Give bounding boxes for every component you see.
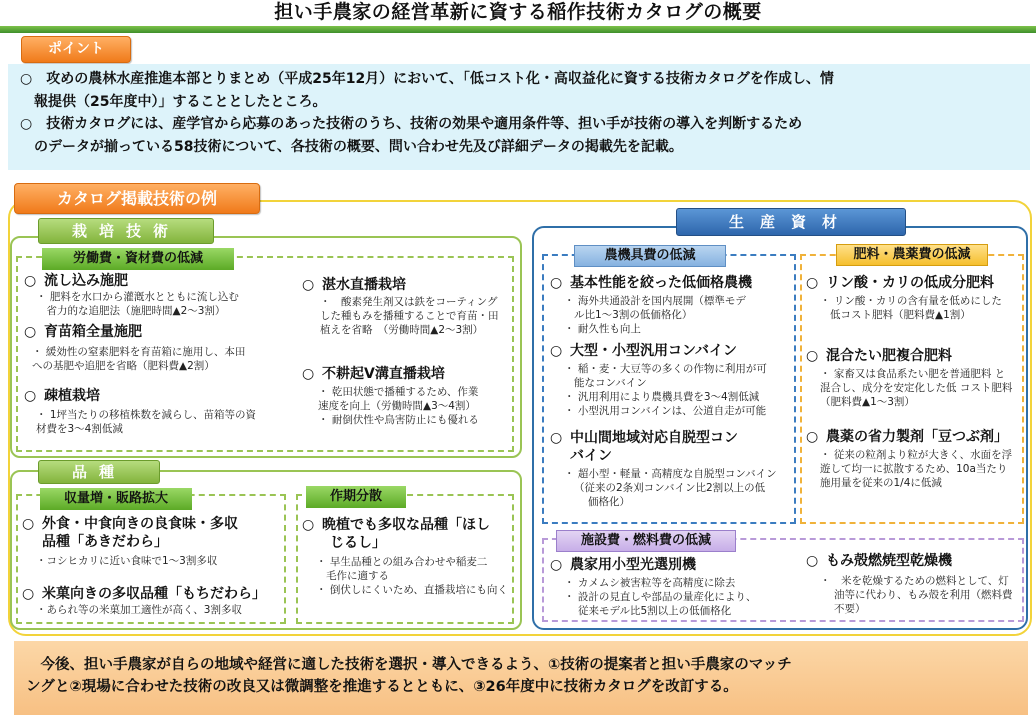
tech-title: ○ 中山間地域対応自脱型コン <box>550 430 738 446</box>
intro-line: 報提供（25年度中）」することとしたところ。 <box>20 93 327 110</box>
bullet-mark: ○ <box>24 388 37 404</box>
tech-item <box>550 342 794 418</box>
point-label: ポイント <box>21 36 131 63</box>
tech-desc: ・ カメムシ被害粒等を高精度に除去 ・ 設計の見直しや部品の量産化により、 従来モデル比5割以上の低価格化 <box>564 577 757 617</box>
tech-title-cont: バイン <box>570 448 612 464</box>
tech-title: ○ 農家用小型光選別機 <box>550 557 696 573</box>
tech-desc: ・ 海外共通設計を国内展開（標準モデ ル比1～3割の低価格化） ・ 耐久性も向上 <box>564 295 746 335</box>
tech-item <box>550 274 794 336</box>
tech-item <box>806 552 1022 616</box>
tech-item <box>24 272 274 318</box>
tech-desc: ・ 超小型・軽量・高精度な自脱型コンバイン （従来の2条刈コンバイン比2割以上の低 価格化） <box>564 468 777 508</box>
tech-title: ○ リン酸・カリの低成分肥料 <box>806 275 994 291</box>
bullet-mark: ○ <box>24 324 37 340</box>
season-label: 作期分散 <box>306 486 406 508</box>
tech-desc: ・コシヒカリに近い食味で1～3割多収 <box>36 555 218 567</box>
bullet-mark: ○ <box>22 516 35 532</box>
tech-item <box>806 428 1022 490</box>
tech-desc: ・ 米を乾燥するための燃料として、灯 油等に代わり、もみ殻を利用（燃料費 不要） <box>820 575 1013 615</box>
bullet-mark: ○ <box>550 343 563 359</box>
tech-title-cont: じるし」 <box>330 535 386 551</box>
bullet-mark: ○ <box>806 348 819 364</box>
tech-title: ○ 不耕起V溝直播栽培 <box>302 366 445 382</box>
intro-box <box>8 64 1030 170</box>
tech-item <box>806 347 1022 409</box>
bullet-mark: ○ <box>302 277 315 293</box>
tech-desc: ・ 乾田状態で播種するため、作業 速度を向上（労働時間▲3～4割） ・ 耐倒伏性や鳥害防止にも優れる <box>318 386 479 426</box>
machine-cost-label: 農機具費の低減 <box>574 245 726 267</box>
tech-desc: ・あられ等の米菓加工適性が高く、3割多収 <box>36 604 242 616</box>
tech-desc: ・ 肥料を水口から灌漑水とともに流し込む 省力的な追肥法（施肥時間▲2～3割） <box>36 291 239 317</box>
catalog-label: カタログ掲載技術の例 <box>14 183 260 214</box>
bullet-mark: ○ <box>302 366 315 382</box>
tech-desc: ・ 従来の粒剤より粒が大きく、水面を浮 遊して均一に拡散するため、10a当たり 施用量を従来の1/4に低減 <box>820 449 1013 489</box>
bullet-mark: ○ <box>806 429 819 445</box>
intro-line: ○ 攻めの農林水産推進本部とりまとめ（平成25年12月）において、「低コスト化・高収益化に資する技術カタログを作成し、情 <box>20 71 834 87</box>
tech-desc: ・ 家畜又は食品系たい肥を普通肥料 と 混合し、成分を安定化した低 コスト肥料 （肥料費▲1～3割） <box>820 368 1013 408</box>
bullet-mark: ○ <box>550 430 563 446</box>
tech-item <box>302 365 512 427</box>
tech-title: ○ 大型・小型汎用コンバイン <box>550 343 738 359</box>
tech-desc: ・ 早生品種との組み合わせや稲麦二 毛作に適する ・ 倒伏しにくいため、直播栽培にも向く <box>316 556 508 596</box>
title-underline-bar <box>0 26 1036 33</box>
tech-item <box>24 387 284 436</box>
tech-desc: ・ 稲・麦・大豆等の多くの作物に利用が可 能なコンバイン ・ 汎用利用により農機具費を3～4割低減 ・ 小型汎用コンバインは、公道自走が可能 <box>564 363 767 417</box>
intro-line: ○ 技術カタログには、産学官から応募のあった技術のうち、技術の効果や適用条件等、担い手が技術の導入を判断するため <box>20 116 803 132</box>
production-label: 生産資材 <box>676 208 906 236</box>
tech-title: ○ 混合たい肥複合肥料 <box>806 348 952 364</box>
bullet-mark: ○ <box>550 557 563 573</box>
tech-desc: ・ 緩効性の窒素肥料を育苗箱に施用し、本田 への基肥や追肥を省略（肥料費▲2割） <box>32 346 246 372</box>
bullet-mark: ○ <box>24 273 37 289</box>
tech-title: ○ 流し込み施肥 <box>24 273 128 289</box>
tech-title: ○ 疎植栽培 <box>24 388 100 404</box>
bullet-mark: ○ <box>22 586 35 602</box>
tech-title: ○ 湛水直播栽培 <box>302 277 406 293</box>
page-title: 担い手農家の経営革新に資する稲作技術カタログの概要 <box>274 1 762 23</box>
variety-label: 品種 <box>38 460 160 484</box>
tech-desc: ・ 1坪当たりの移植株数を減らし、苗箱等の資 材費を3～4割低減 <box>36 409 257 435</box>
tech-item <box>550 556 794 618</box>
tech-item <box>550 429 794 509</box>
facility-cost-label: 施設費・燃料費の低減 <box>556 530 736 552</box>
tech-desc: ・ リン酸・カリの含有量を低めにした 低コスト肥料（肥料費▲1割） <box>820 295 1002 321</box>
fertilizer-cost-label: 肥料・農薬費の低減 <box>836 244 988 266</box>
conclusion-line: 今後、担い手農家が自らの地域や経営に適した技術を選択・導入できるよう、①技術の提案者と担い手農家のマッチ <box>26 657 792 673</box>
tech-title: ○ 基本性能を絞った低価格農機 <box>550 275 752 291</box>
tech-title: ○ もみ殻燃焼型乾燥機 <box>806 553 952 569</box>
conclusion-line: ングと②現場に合わせた技術の改良又は微調整を推進するとともに、③26年度中に技術カタログを改訂する。 <box>26 679 738 695</box>
cultivation-label: 栽培技術 <box>38 218 214 244</box>
labor-cost-label: 労働費・資材費の低減 <box>42 248 234 270</box>
tech-desc: ・ 酸素発生剤又は鉄をコーティング した種もみを播種することで育苗・田 植えを省略 （労働時間▲2～3割） <box>320 296 499 336</box>
tech-item <box>22 515 284 568</box>
tech-title-cont: 品種「あきだわら」 <box>42 534 168 550</box>
conclusion-text <box>26 654 1022 698</box>
bullet-mark: ○ <box>806 553 819 569</box>
tech-title: ○ 晩植でも多収な品種「ほし <box>302 517 490 533</box>
tech-title: ○ 育苗箱全量施肥 <box>24 324 142 340</box>
tech-title: ○ 米菓向きの多収品種「もちだわら」 <box>22 586 266 602</box>
bullet-mark: ○ <box>302 517 315 533</box>
tech-item <box>302 516 512 597</box>
intro-line: のデータが揃っている58技術について、各技術の概要、問い合わせ先及び詳細データの掲載先を記載。 <box>20 138 683 155</box>
tech-item <box>806 274 1022 322</box>
tech-item <box>22 585 284 617</box>
bullet-mark: ○ <box>806 275 819 291</box>
tech-title: ○ 外食・中食向きの良食味・多収 <box>22 516 238 532</box>
bullet-mark: ○ <box>550 275 563 291</box>
tech-item <box>302 276 512 337</box>
yield-label: 収量増・販路拡大 <box>40 488 192 510</box>
tech-item <box>24 323 284 373</box>
tech-title: ○ 農薬の省力製剤「豆つぶ剤」 <box>806 429 1008 445</box>
